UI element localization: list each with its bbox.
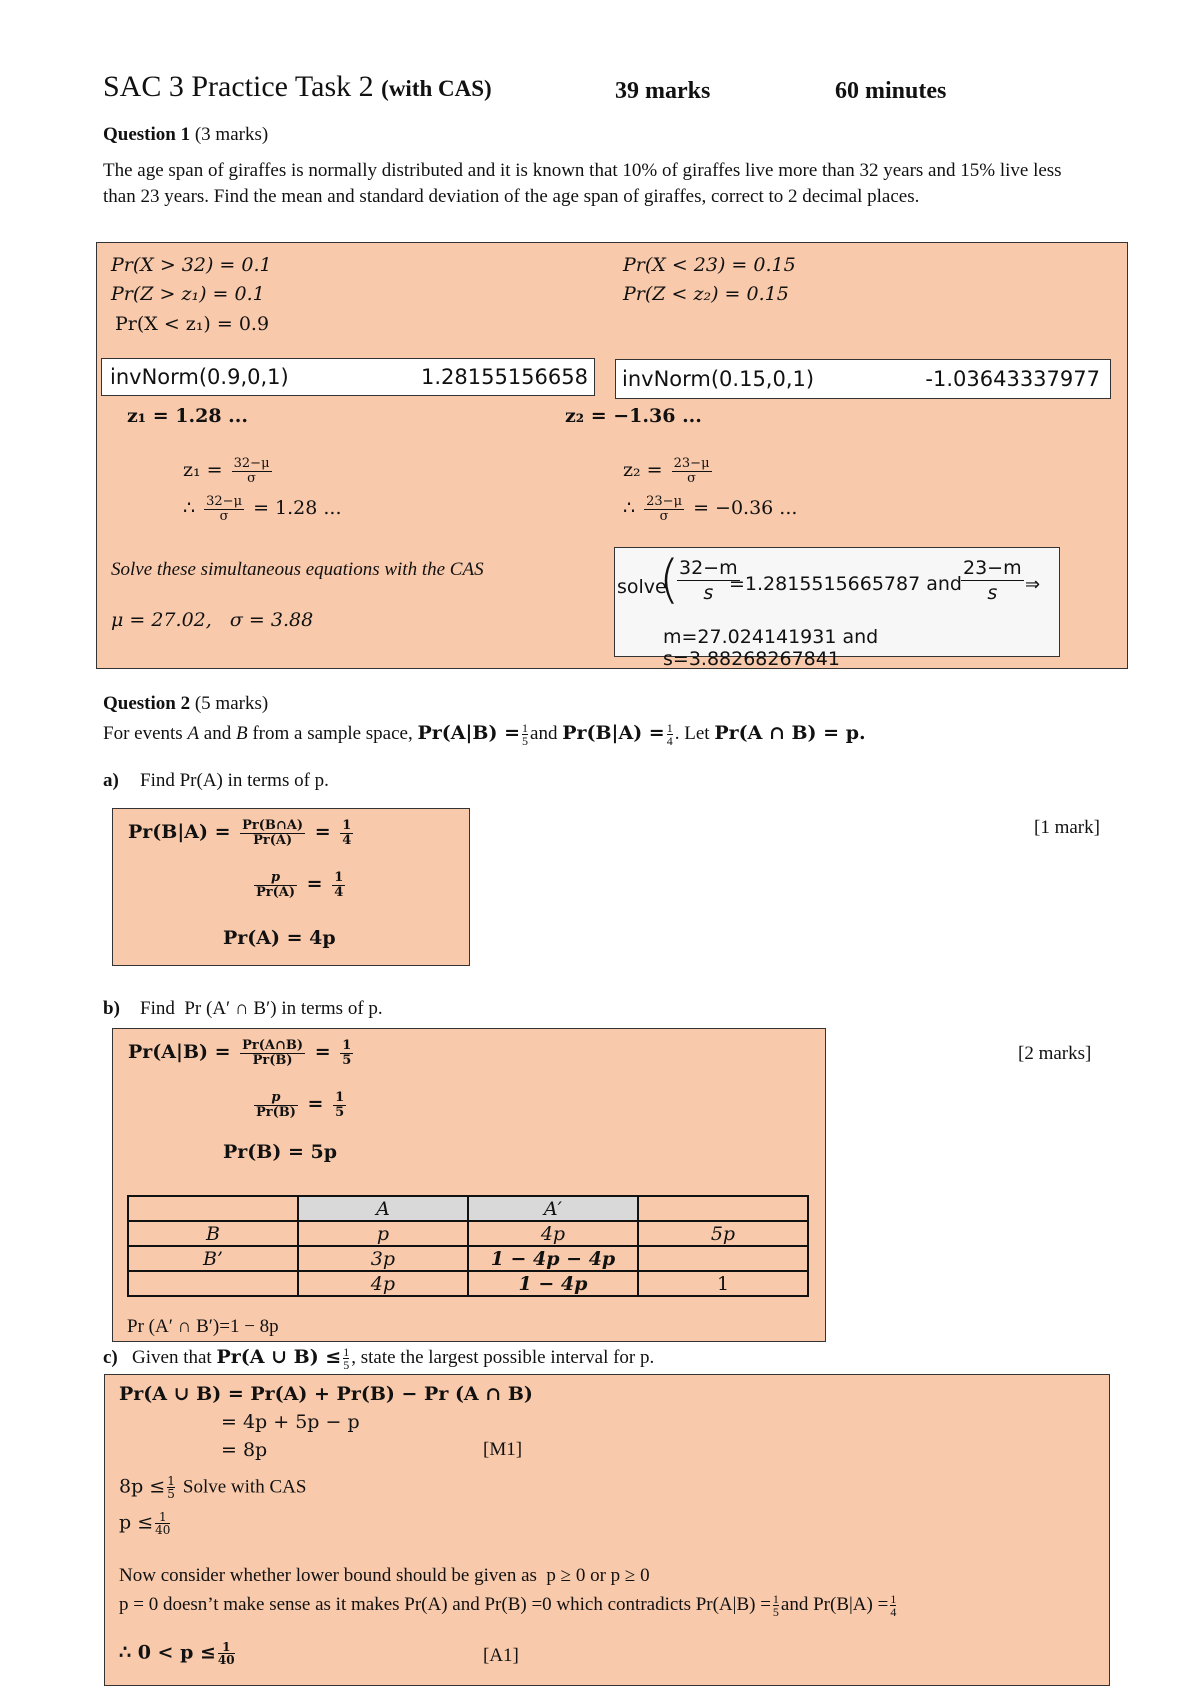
q2a-label: a) [103,770,119,791]
z1-fraction-2 [204,495,244,523]
q2b-line-2 [251,1091,349,1119]
cas-solve-word: solve [617,576,667,598]
table-cell [638,1246,808,1271]
q2c-l7-d1: 5 [772,1605,779,1619]
q2c-l7-a: p = 0 doesn’t make sense as it makes Pr(A) and Pr(B) =0 which contradicts Pr(A|B) = [119,1593,771,1615]
q2b-line-1 [128,1039,356,1067]
q2b-l2-num: p [254,1091,298,1106]
q2c-l8-a: ∴ 0 < p ≤ [119,1641,216,1664]
q2-intro-frac2 [667,722,673,747]
q2b-l1-frac [240,1039,305,1067]
table-header-row [128,1196,808,1221]
q2c-l8-frac [218,1641,235,1666]
z1-frac-num: 32−μ [233,456,270,471]
q1-marks: (3 marks) [194,124,269,145]
q2-intro-2: from a sample space, [252,723,413,744]
q2c-l7-n1: 1 [772,1592,779,1606]
cas-command-1: invNorm(0.9,0,1) [110,365,289,389]
z2-frac2-den: σ [659,508,669,524]
z1-equation [183,457,275,485]
z2-equation [623,457,715,485]
q2-intro-1: For events [103,723,183,744]
q2-intro-A: A [187,723,200,744]
q2a-solution-box [112,808,470,966]
z2-fraction [672,457,712,485]
q2c-l4-frac [167,1475,175,1500]
time-limit: 60 minutes [835,78,947,104]
q2a-l1-den: Pr(A) [253,832,293,848]
q2-intro-frac1 [522,722,528,747]
q2c-line-7 [119,1593,898,1618]
q2-intro-frac2-d: 4 [666,734,673,749]
q2a-l2-eq: = [306,873,323,896]
q2-intro-p: Pr(A ∩ B) = p. [714,722,866,744]
q1-line-left-2: Pr(Z > z₁) = 0.1 [111,283,265,305]
q1-line-left-3: Pr(X < z₁) = 0.9 [115,313,270,335]
q2a-line-3: Pr(A) = 4p [223,927,336,949]
table-cell: 5p [638,1221,808,1246]
z1-eq-lhs: z₁ = [183,459,223,482]
cas-frac2-num: 23−m [963,557,1022,579]
q2-heading [103,693,268,715]
q2a-l1-n2: 1 [342,818,352,833]
q2a-l2-frac [254,871,297,899]
cas-output-invnorm-2 [615,359,1111,399]
q2-intro-prBA: Pr(B|A) = [562,722,665,744]
z2-eq-lhs: z₂ = [623,459,663,482]
table-cell: 1 − 4p [468,1271,638,1296]
q2c-solution-box [104,1374,1110,1686]
q2b-marks: [2 marks] [1018,1043,1092,1064]
table-row [128,1246,808,1271]
total-marks: 39 marks [615,78,711,104]
z2-fraction-2 [644,495,684,523]
q2b-l2-frac2 [333,1091,346,1119]
q2-intro-let: . Let [674,723,710,744]
q2c-l5-a: p ≤ [119,1511,154,1534]
z2-value: z₂ = −1.36 ... [565,405,702,427]
q2c-l7-n2: 1 [890,1592,897,1606]
cas-solve-paren: ( [659,550,680,610]
q1-line-right-1: Pr(X < 23) = 0.15 [623,254,796,276]
q2c-question [103,1346,654,1371]
q2c-l4-n: 1 [167,1474,175,1488]
q2c-frac-d: 5 [343,1358,350,1373]
q2-intro-frac2-n: 1 [666,721,673,736]
z1-therefore: ∴ [183,497,196,520]
cas-output-invnorm-1 [101,358,595,396]
q2c-l4-d: 5 [167,1487,175,1501]
q2c-l7-d2: 4 [890,1605,897,1619]
q2c-l8-d: 40 [217,1653,235,1667]
q2c-line-6: Now consider whether lower bound should be given as p ≥ 0 or p ≥ 0 [119,1565,650,1586]
q2a-line-1 [128,819,356,847]
q2-intro [103,722,866,747]
table-cell [638,1196,808,1221]
q2b-l2-eq: = [307,1093,324,1116]
q2b-l1-d2: 5 [342,1052,352,1068]
q2c-frac-n: 1 [343,1345,350,1360]
q2c-line-1: Pr(A ∪ B) = Pr(A) + Pr(B) − Pr (A ∩ B) [119,1383,533,1405]
q2a-l2-n2: 1 [334,870,344,885]
table-cell: 1 − 4p − 4p [468,1246,638,1271]
title-main: SAC 3 Practice Task 2 [103,70,374,103]
cas-frac1-den: s [703,582,714,604]
cas-solve-eq1: =1.2815515665787 and [729,573,962,595]
q2a-line-2 [251,871,348,899]
q1-title: Question 1 [103,124,191,145]
z2-equation-2 [623,495,797,523]
probability-table [127,1195,809,1297]
solve-note: Solve these simultaneous equations with the CAS [111,559,484,580]
q2c-line-3: = 8p [221,1439,268,1461]
z1-value: z₁ = 1.28 ... [127,405,248,427]
z2-frac-den: σ [687,470,697,486]
q2c-m1-mark: [M1] [483,1439,523,1460]
q2a-l2-d2: 4 [334,884,344,900]
q2b-text: Find Pr (A′ ∩ B′) in terms of p. [140,998,383,1019]
q1-solution-box [96,242,1128,669]
q2b-solution-box [112,1028,826,1342]
cas-solve-frac2 [961,556,1024,605]
q1-line-left-1: Pr(X > 32) = 0.1 [111,254,272,276]
cas-solve-output [614,547,1060,670]
q1-answer: μ = 27.02, σ = 3.88 [111,609,314,631]
q2a-l1-frac2 [340,819,353,847]
z1-equation-2 [183,495,342,523]
q2c-l8-n: 1 [218,1641,235,1654]
q2b-l1-den: Pr(B) [252,1052,293,1068]
cas-frac1-num: 32−m [679,557,738,579]
q2c-line-2: = 4p + 5p − p [221,1411,360,1433]
q2a-l1-frac [240,819,305,847]
table-cell [128,1271,298,1296]
q2b-l1-num: Pr(A∩B) [242,1038,304,1053]
q2c-a1-mark: [A1] [483,1645,519,1666]
q2b-line-3: Pr(B) = 5p [223,1141,337,1163]
table-cell: B [128,1221,298,1246]
q2a-text: Find Pr(A) in terms of p. [140,770,329,791]
q2c-l7-frac1 [773,1593,779,1618]
z1-fraction [232,457,272,485]
q2b-l2-frac [254,1091,298,1119]
q2c-line-4 [119,1475,306,1500]
q2-intro-frac1-n: 1 [522,721,529,736]
q2b-l1-eq: = [314,1041,331,1064]
q2c-l7-frac2 [890,1593,896,1618]
q2b-label: b) [103,998,120,1019]
cas-solve-result: m=27.024141931 and s=3.88268267841 [663,626,879,670]
q2-title: Question 2 [103,693,191,714]
z1-frac2-num: 32−μ [206,494,243,509]
q2-intro-prAB: Pr(A|B) = [417,722,521,744]
q2a-l1-lhs: Pr(B|A) = [128,821,231,844]
z2-frac2-num: 23−μ [646,494,683,509]
z2-eq-rhs: = −0.36 ... [693,497,798,520]
table-header-A-prime: A′ [468,1196,638,1221]
table-cell: 4p [468,1221,638,1246]
table-row [128,1221,808,1246]
q2a-marks: [1 mark] [1034,817,1100,838]
q2-intro-and2: and [530,723,558,744]
q2c-frac [343,1346,349,1371]
cas-command-2: invNorm(0.15,0,1) [622,367,815,391]
table-cell: 3p [298,1246,468,1271]
q2c-l7-b: and Pr(B|A) = [780,1593,889,1615]
q2b-l1-frac2 [340,1039,353,1067]
table-cell [128,1196,298,1221]
document-title [103,70,492,104]
cas-result-2: -1.03643337977 [925,367,1100,391]
q2a-l1-eq: = [314,821,331,844]
q2c-line-8 [119,1641,237,1666]
z1-frac-den: σ [247,470,257,486]
q2c-l5-n: 1 [155,1511,170,1524]
q1-question-text: The age span of giraffes is normally distributed and it is known that 10% of giraffes live more than 32 years and 15% live less than 23 years. Find the mean and standard deviation of the age span of giraffes, correct to 2 decimal places. [103,160,1062,207]
q2c-l5-frac [155,1511,170,1536]
q2c-text-b: Pr(A ∪ B) ≤ [216,1346,342,1368]
q2c-l5-d: 40 [155,1523,171,1537]
q2c-label: c) [103,1347,118,1368]
table-cell: p [298,1221,468,1246]
table-cell: B’ [128,1246,298,1271]
q2c-text-a: Given that [132,1347,212,1368]
q1-line-right-2: Pr(Z < z₂) = 0.15 [623,283,789,305]
q2b-l2-d2: 5 [335,1104,345,1120]
q2c-line-5 [119,1511,172,1536]
q2c-l4-b: Solve with CAS [182,1476,307,1498]
table-cell: 1 [638,1271,808,1296]
cas-solve-arrow-icon: ⇒ [1025,574,1041,595]
q2a-l2-frac2 [332,871,345,899]
z1-eq-rhs: = 1.28 ... [253,497,342,520]
q2c-text-c: , state the largest possible interval for p. [351,1347,655,1368]
q2-intro-and: and [203,723,232,744]
q2a-l1-num: Pr(B∩A) [242,818,304,833]
q1-heading [103,124,268,146]
table-cell: 4p [298,1271,468,1296]
q2-marks: (5 marks) [194,693,269,714]
q2a-l2-num: p [254,871,297,886]
q2b-answer: Pr (A′ ∩ B′)=1 − 8p [127,1316,279,1337]
title-subtitle: (with CAS) [381,76,492,101]
q2-intro-frac1-d: 5 [522,734,529,749]
q2b-l1-n2: 1 [342,1038,352,1053]
q2a-l2-den: Pr(A) [256,884,296,900]
q2-intro-B: B [235,723,248,744]
cas-frac2-den: s [987,582,998,604]
z2-frac-num: 23−μ [673,456,710,471]
q2c-l4-a: 8p ≤ [119,1475,166,1498]
q2a-l1-d2: 4 [342,832,352,848]
table-header-A: A [298,1196,468,1221]
table-row [128,1271,808,1296]
z1-frac2-den: σ [219,508,229,524]
z2-therefore: ∴ [623,497,636,520]
cas-result-1: 1.28155156658 [420,365,588,389]
q2b-l1-lhs: Pr(A|B) = [128,1041,231,1064]
q2b-l2-n2: 1 [335,1090,345,1105]
q2b-l2-den: Pr(B) [256,1104,296,1120]
